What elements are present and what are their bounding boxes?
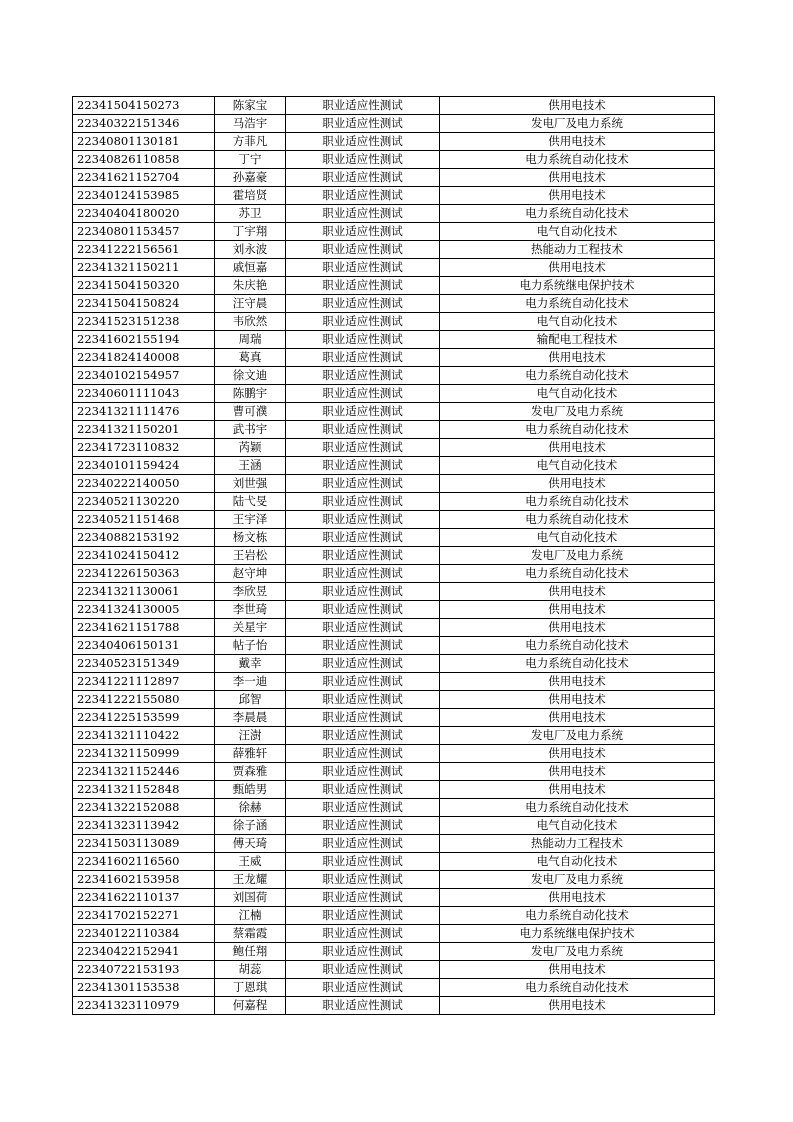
exam-number-cell: 22341504150824 xyxy=(73,295,215,313)
student-name-cell: 葛真 xyxy=(215,349,286,367)
test-type-cell: 职业适应性测试 xyxy=(286,115,440,133)
test-type-cell: 职业适应性测试 xyxy=(286,457,440,475)
major-cell: 供用电技术 xyxy=(440,619,715,637)
test-type-cell: 职业适应性测试 xyxy=(286,619,440,637)
test-type-cell: 职业适应性测试 xyxy=(286,817,440,835)
major-cell: 电力系统自动化技术 xyxy=(440,367,715,385)
student-name-cell: 江楠 xyxy=(215,907,286,925)
student-name-cell: 傅天琦 xyxy=(215,835,286,853)
test-type-cell: 职业适应性测试 xyxy=(286,133,440,151)
major-cell: 供用电技术 xyxy=(440,97,715,115)
table-row xyxy=(73,943,715,961)
student-name-cell: 王涵 xyxy=(215,457,286,475)
test-type-cell: 职业适应性测试 xyxy=(286,547,440,565)
table-row xyxy=(73,763,715,781)
major-cell: 电力系统自动化技术 xyxy=(440,565,715,583)
exam-number-cell: 22340404180020 xyxy=(73,205,215,223)
test-type-cell: 职业适应性测试 xyxy=(286,907,440,925)
student-name-cell: 周瑞 xyxy=(215,331,286,349)
test-type-cell: 职业适应性测试 xyxy=(286,97,440,115)
major-cell: 输配电工程技术 xyxy=(440,331,715,349)
student-name-cell: 朱庆艳 xyxy=(215,277,286,295)
exam-number-cell: 22341321152848 xyxy=(73,781,215,799)
test-type-cell: 职业适应性测试 xyxy=(286,871,440,889)
table-row xyxy=(73,241,715,259)
major-cell: 发电厂及电力系统 xyxy=(440,115,715,133)
test-type-cell: 职业适应性测试 xyxy=(286,637,440,655)
table-row xyxy=(73,313,715,331)
test-type-cell: 职业适应性测试 xyxy=(286,799,440,817)
exam-number-cell: 22341621152704 xyxy=(73,169,215,187)
major-cell: 电力系统自动化技术 xyxy=(440,637,715,655)
table-row xyxy=(73,871,715,889)
student-name-cell: 徐子涵 xyxy=(215,817,286,835)
test-type-cell: 职业适应性测试 xyxy=(286,295,440,313)
major-cell: 供用电技术 xyxy=(440,781,715,799)
table-row xyxy=(73,439,715,457)
exam-number-cell: 22341222155080 xyxy=(73,691,215,709)
table-row xyxy=(73,349,715,367)
table-row xyxy=(73,367,715,385)
exam-number-cell: 22341622110137 xyxy=(73,889,215,907)
exam-number-cell: 22341504150320 xyxy=(73,277,215,295)
exam-number-cell: 22340102154957 xyxy=(73,367,215,385)
test-type-cell: 职业适应性测试 xyxy=(286,349,440,367)
table-row xyxy=(73,547,715,565)
major-cell: 发电厂及电力系统 xyxy=(440,943,715,961)
test-type-cell: 职业适应性测试 xyxy=(286,835,440,853)
table-row xyxy=(73,133,715,151)
table-row xyxy=(73,421,715,439)
test-type-cell: 职业适应性测试 xyxy=(286,655,440,673)
test-type-cell: 职业适应性测试 xyxy=(286,529,440,547)
table-row xyxy=(73,655,715,673)
test-type-cell: 职业适应性测试 xyxy=(286,313,440,331)
exam-number-cell: 22340801130181 xyxy=(73,133,215,151)
exam-number-cell: 22340322151346 xyxy=(73,115,215,133)
exam-number-cell: 22340101159424 xyxy=(73,457,215,475)
student-name-cell: 陆弋旻 xyxy=(215,493,286,511)
major-cell: 发电厂及电力系统 xyxy=(440,871,715,889)
student-name-cell: 徐赫 xyxy=(215,799,286,817)
exam-number-cell: 22340801153457 xyxy=(73,223,215,241)
major-cell: 电力系统自动化技术 xyxy=(440,205,715,223)
major-cell: 供用电技术 xyxy=(440,169,715,187)
student-name-cell: 王岩松 xyxy=(215,547,286,565)
table-row xyxy=(73,907,715,925)
table-row xyxy=(73,997,715,1015)
test-type-cell: 职业适应性测试 xyxy=(286,709,440,727)
student-name-cell: 赵守坤 xyxy=(215,565,286,583)
test-type-cell: 职业适应性测试 xyxy=(286,691,440,709)
exam-number-cell: 22341225153599 xyxy=(73,709,215,727)
major-cell: 电气自动化技术 xyxy=(440,853,715,871)
student-name-cell: 胡蕊 xyxy=(215,961,286,979)
table-row xyxy=(73,637,715,655)
major-cell: 电力系统自动化技术 xyxy=(440,799,715,817)
test-type-cell: 职业适应性测试 xyxy=(286,331,440,349)
table-row xyxy=(73,403,715,421)
exam-number-cell: 22341702152271 xyxy=(73,907,215,925)
major-cell: 供用电技术 xyxy=(440,349,715,367)
student-name-cell: 戴幸 xyxy=(215,655,286,673)
test-type-cell: 职业适应性测试 xyxy=(286,169,440,187)
student-name-cell: 王宇泽 xyxy=(215,511,286,529)
exam-number-cell: 22341226150363 xyxy=(73,565,215,583)
student-name-cell: 李一迪 xyxy=(215,673,286,691)
exam-number-cell: 22341602155194 xyxy=(73,331,215,349)
major-cell: 电力系统自动化技术 xyxy=(440,493,715,511)
exam-number-cell: 22340222140050 xyxy=(73,475,215,493)
student-name-cell: 韦欣然 xyxy=(215,313,286,331)
major-cell: 电力系统继电保护技术 xyxy=(440,925,715,943)
test-type-cell: 职业适应性测试 xyxy=(286,385,440,403)
student-name-cell: 薛雅轩 xyxy=(215,745,286,763)
test-type-cell: 职业适应性测试 xyxy=(286,151,440,169)
major-cell: 电力系统自动化技术 xyxy=(440,295,715,313)
exam-number-cell: 22341323113942 xyxy=(73,817,215,835)
major-cell: 电力系统继电保护技术 xyxy=(440,277,715,295)
exam-number-cell: 22341321110422 xyxy=(73,727,215,745)
exam-number-cell: 22341323110979 xyxy=(73,997,215,1015)
major-cell: 电力系统自动化技术 xyxy=(440,979,715,997)
major-cell: 供用电技术 xyxy=(440,673,715,691)
student-name-cell: 何嘉程 xyxy=(215,997,286,1015)
test-type-cell: 职业适应性测试 xyxy=(286,277,440,295)
table-row xyxy=(73,601,715,619)
table-row xyxy=(73,295,715,313)
major-cell: 供用电技术 xyxy=(440,763,715,781)
table-row xyxy=(73,691,715,709)
student-name-cell: 李晨晨 xyxy=(215,709,286,727)
exam-number-cell: 22340406150131 xyxy=(73,637,215,655)
major-cell: 电力系统自动化技术 xyxy=(440,655,715,673)
major-cell: 供用电技术 xyxy=(440,961,715,979)
exam-number-cell: 22340601111043 xyxy=(73,385,215,403)
table-row xyxy=(73,961,715,979)
test-type-cell: 职业适应性测试 xyxy=(286,187,440,205)
test-type-cell: 职业适应性测试 xyxy=(286,241,440,259)
student-name-cell: 关星宇 xyxy=(215,619,286,637)
major-cell: 供用电技术 xyxy=(440,475,715,493)
exam-number-cell: 22341321152446 xyxy=(73,763,215,781)
test-type-cell: 职业适应性测试 xyxy=(286,259,440,277)
test-type-cell: 职业适应性测试 xyxy=(286,781,440,799)
table-row xyxy=(73,223,715,241)
major-cell: 热能动力工程技术 xyxy=(440,835,715,853)
major-cell: 供用电技术 xyxy=(440,439,715,457)
exam-number-cell: 22340826110858 xyxy=(73,151,215,169)
major-cell: 供用电技术 xyxy=(440,187,715,205)
test-type-cell: 职业适应性测试 xyxy=(286,511,440,529)
table-row xyxy=(73,169,715,187)
table-row xyxy=(73,115,715,133)
major-cell: 供用电技术 xyxy=(440,259,715,277)
student-name-cell: 李世琦 xyxy=(215,601,286,619)
student-name-cell: 贾森雅 xyxy=(215,763,286,781)
exam-number-cell: 22341024150412 xyxy=(73,547,215,565)
test-type-cell: 职业适应性测试 xyxy=(286,601,440,619)
test-type-cell: 职业适应性测试 xyxy=(286,745,440,763)
test-type-cell: 职业适应性测试 xyxy=(286,925,440,943)
exam-number-cell: 22341321150999 xyxy=(73,745,215,763)
table-row xyxy=(73,619,715,637)
exam-number-cell: 22340422152941 xyxy=(73,943,215,961)
major-cell: 热能动力工程技术 xyxy=(440,241,715,259)
major-cell: 供用电技术 xyxy=(440,583,715,601)
exam-number-cell: 22340124153985 xyxy=(73,187,215,205)
student-name-cell: 刘永波 xyxy=(215,241,286,259)
exam-number-cell: 22340523151349 xyxy=(73,655,215,673)
test-type-cell: 职业适应性测试 xyxy=(286,205,440,223)
student-name-cell: 霍培贤 xyxy=(215,187,286,205)
table-row xyxy=(73,511,715,529)
table-row xyxy=(73,817,715,835)
student-name-cell: 杨文栋 xyxy=(215,529,286,547)
exam-number-cell: 22341221112897 xyxy=(73,673,215,691)
major-cell: 供用电技术 xyxy=(440,997,715,1015)
test-type-cell: 职业适应性测试 xyxy=(286,997,440,1015)
test-type-cell: 职业适应性测试 xyxy=(286,493,440,511)
major-cell: 电力系统自动化技术 xyxy=(440,421,715,439)
exam-number-cell: 22341321150211 xyxy=(73,259,215,277)
table-row xyxy=(73,835,715,853)
major-cell: 供用电技术 xyxy=(440,691,715,709)
student-name-cell: 陈鹏宇 xyxy=(215,385,286,403)
exam-number-cell: 22341321130061 xyxy=(73,583,215,601)
table-row xyxy=(73,799,715,817)
major-cell: 发电厂及电力系统 xyxy=(440,727,715,745)
exam-number-cell: 22340122110384 xyxy=(73,925,215,943)
student-name-cell: 刘国荷 xyxy=(215,889,286,907)
table-row xyxy=(73,889,715,907)
student-name-cell: 孙嘉豪 xyxy=(215,169,286,187)
exam-number-cell: 22341503113089 xyxy=(73,835,215,853)
table-row xyxy=(73,457,715,475)
test-type-cell: 职业适应性测试 xyxy=(286,763,440,781)
table-row xyxy=(73,583,715,601)
student-name-cell: 帖子怡 xyxy=(215,637,286,655)
table-row xyxy=(73,331,715,349)
table-row xyxy=(73,673,715,691)
test-type-cell: 职业适应性测试 xyxy=(286,403,440,421)
test-type-cell: 职业适应性测试 xyxy=(286,475,440,493)
table-row xyxy=(73,385,715,403)
major-cell: 供用电技术 xyxy=(440,745,715,763)
student-name-cell: 陈家宝 xyxy=(215,97,286,115)
major-cell: 供用电技术 xyxy=(440,709,715,727)
student-name-cell: 戚恒嘉 xyxy=(215,259,286,277)
student-name-cell: 邱智 xyxy=(215,691,286,709)
table-row xyxy=(73,97,715,115)
major-cell: 电气自动化技术 xyxy=(440,385,715,403)
table-row xyxy=(73,493,715,511)
student-name-cell: 蔡霜霞 xyxy=(215,925,286,943)
student-name-cell: 马浩宇 xyxy=(215,115,286,133)
test-type-cell: 职业适应性测试 xyxy=(286,673,440,691)
exam-number-cell: 22341602153958 xyxy=(73,871,215,889)
test-type-cell: 职业适应性测试 xyxy=(286,727,440,745)
table-row xyxy=(73,565,715,583)
table-body xyxy=(73,97,715,1015)
table-row xyxy=(73,925,715,943)
major-cell: 电气自动化技术 xyxy=(440,817,715,835)
table-row xyxy=(73,205,715,223)
major-cell: 供用电技术 xyxy=(440,601,715,619)
student-name-cell: 刘世强 xyxy=(215,475,286,493)
test-type-cell: 职业适应性测试 xyxy=(286,583,440,601)
student-name-cell: 丁宁 xyxy=(215,151,286,169)
student-name-cell: 芮颖 xyxy=(215,439,286,457)
table-row xyxy=(73,745,715,763)
exam-number-cell: 22341324130005 xyxy=(73,601,215,619)
test-type-cell: 职业适应性测试 xyxy=(286,565,440,583)
major-cell: 供用电技术 xyxy=(440,889,715,907)
test-type-cell: 职业适应性测试 xyxy=(286,439,440,457)
student-name-cell: 方菲凡 xyxy=(215,133,286,151)
table-row xyxy=(73,853,715,871)
student-name-cell: 丁宇翔 xyxy=(215,223,286,241)
table-row xyxy=(73,979,715,997)
exam-number-cell: 22341504150273 xyxy=(73,97,215,115)
test-type-cell: 职业适应性测试 xyxy=(286,421,440,439)
student-name-cell: 王威 xyxy=(215,853,286,871)
major-cell: 电气自动化技术 xyxy=(440,529,715,547)
exam-number-cell: 22341301153538 xyxy=(73,979,215,997)
student-name-cell: 汪澍 xyxy=(215,727,286,745)
test-type-cell: 职业适应性测试 xyxy=(286,853,440,871)
table-row xyxy=(73,781,715,799)
exam-number-cell: 22341602116560 xyxy=(73,853,215,871)
major-cell: 电力系统自动化技术 xyxy=(440,907,715,925)
major-cell: 电气自动化技术 xyxy=(440,223,715,241)
exam-number-cell: 22341222156561 xyxy=(73,241,215,259)
table-row xyxy=(73,151,715,169)
student-name-cell: 鲍任翔 xyxy=(215,943,286,961)
table-row xyxy=(73,259,715,277)
table-row xyxy=(73,727,715,745)
test-type-cell: 职业适应性测试 xyxy=(286,889,440,907)
student-name-cell: 王龙耀 xyxy=(215,871,286,889)
test-type-cell: 职业适应性测试 xyxy=(286,961,440,979)
student-name-cell: 苏卫 xyxy=(215,205,286,223)
exam-number-cell: 22341723110832 xyxy=(73,439,215,457)
exam-number-cell: 22341824140008 xyxy=(73,349,215,367)
exam-number-cell: 22341322152088 xyxy=(73,799,215,817)
exam-number-cell: 22340521130220 xyxy=(73,493,215,511)
major-cell: 供用电技术 xyxy=(440,133,715,151)
student-name-cell: 甄皓男 xyxy=(215,781,286,799)
major-cell: 电力系统自动化技术 xyxy=(440,151,715,169)
exam-number-cell: 22340722153193 xyxy=(73,961,215,979)
test-type-cell: 职业适应性测试 xyxy=(286,943,440,961)
table-row xyxy=(73,187,715,205)
exam-number-cell: 22340521151468 xyxy=(73,511,215,529)
student-name-cell: 曹可濮 xyxy=(215,403,286,421)
major-cell: 发电厂及电力系统 xyxy=(440,547,715,565)
major-cell: 发电厂及电力系统 xyxy=(440,403,715,421)
exam-number-cell: 22341321111476 xyxy=(73,403,215,421)
test-type-cell: 职业适应性测试 xyxy=(286,367,440,385)
table-row xyxy=(73,277,715,295)
exam-number-cell: 22341321150201 xyxy=(73,421,215,439)
table-row xyxy=(73,709,715,727)
student-name-cell: 丁恩琪 xyxy=(215,979,286,997)
exam-number-cell: 22341523151238 xyxy=(73,313,215,331)
student-list-table xyxy=(72,96,715,1015)
student-name-cell: 李欣昱 xyxy=(215,583,286,601)
student-name-cell: 武书宇 xyxy=(215,421,286,439)
exam-number-cell: 22341621151788 xyxy=(73,619,215,637)
test-type-cell: 职业适应性测试 xyxy=(286,979,440,997)
major-cell: 电力系统自动化技术 xyxy=(440,511,715,529)
test-type-cell: 职业适应性测试 xyxy=(286,223,440,241)
student-name-cell: 徐文迪 xyxy=(215,367,286,385)
table-row xyxy=(73,529,715,547)
major-cell: 电气自动化技术 xyxy=(440,313,715,331)
table-row xyxy=(73,475,715,493)
student-name-cell: 汪守晨 xyxy=(215,295,286,313)
major-cell: 电气自动化技术 xyxy=(440,457,715,475)
exam-number-cell: 22340882153192 xyxy=(73,529,215,547)
